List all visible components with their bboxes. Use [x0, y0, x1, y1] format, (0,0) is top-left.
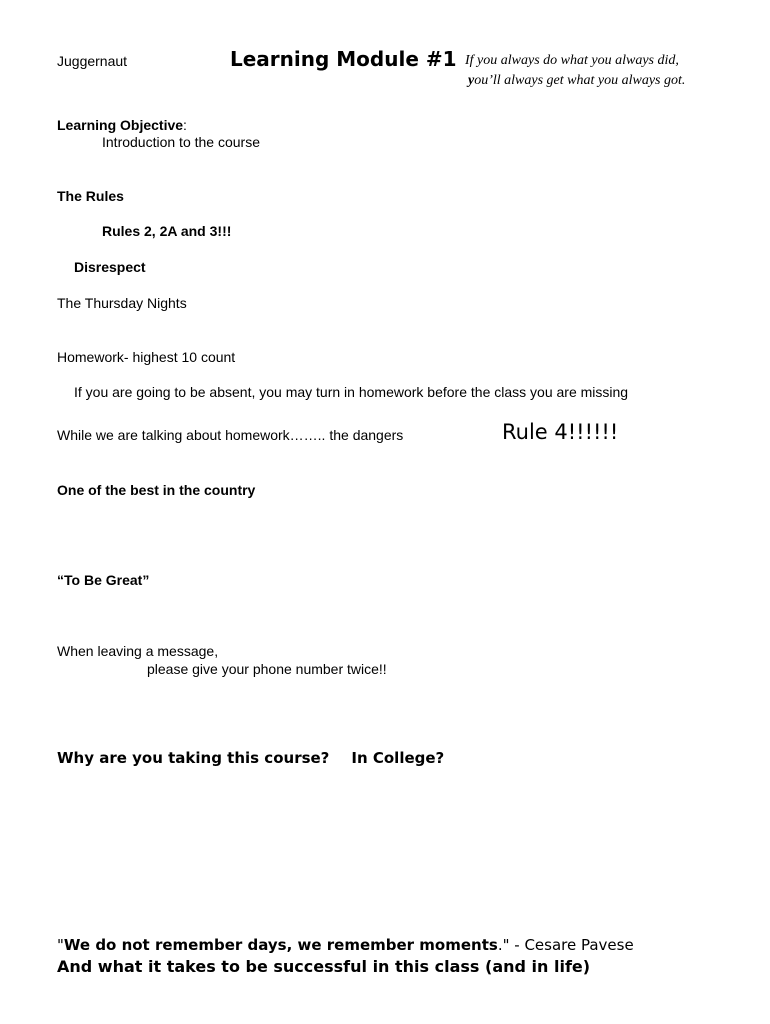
page-title: Learning Module #1	[230, 47, 457, 71]
message-line-1: When leaving a message,	[57, 643, 219, 659]
homework-policy: Homework- highest 10 count	[57, 349, 236, 365]
pavese-quote-bold: We do not remember days, we remember moments	[63, 936, 498, 954]
why-questions	[57, 749, 444, 768]
objective-text: Introduction to the course	[102, 134, 260, 150]
pavese-quote-attribution: ." - Cesare Pavese	[497, 936, 634, 954]
author-name: Juggernaut	[57, 53, 128, 69]
best-in-country: One of the best in the country	[57, 482, 256, 498]
thursday-nights: The Thursday Nights	[57, 295, 187, 311]
why-course-question: Why are you taking this course?	[57, 749, 330, 767]
to-be-great: “To Be Great”	[57, 572, 150, 588]
objective-label: Learning Objective	[57, 117, 184, 133]
header-quote-line-2	[468, 71, 685, 91]
header-quote-initial: y	[468, 73, 475, 88]
message-line-2: please give your phone number twice!!	[147, 661, 387, 677]
why-college-question: In College?	[351, 749, 445, 767]
objective-colon: :	[183, 117, 187, 133]
rules-heading: The Rules	[57, 188, 124, 204]
absence-note: If you are going to be absent, you may turn in homework before the class you are missing	[74, 384, 629, 400]
pavese-quote-open: "	[57, 936, 64, 954]
header-quote-line-1: If you always do what you always did,	[465, 53, 679, 68]
homework-dangers: While we are talking about homework…….. the dangers	[57, 427, 404, 443]
objective-heading	[57, 117, 187, 134]
header-quote-rest: ou’ll always get what you always got.	[474, 73, 686, 88]
rules-item-disrespect: Disrespect	[74, 259, 146, 275]
pavese-quote	[57, 936, 634, 955]
closing-line: And what it takes to be successful in this class (and in life)	[57, 957, 591, 976]
rule-4-callout: Rule 4!!!!!!	[502, 420, 619, 444]
rules-item-2-2a-3: Rules 2, 2A and 3!!!	[102, 223, 232, 239]
